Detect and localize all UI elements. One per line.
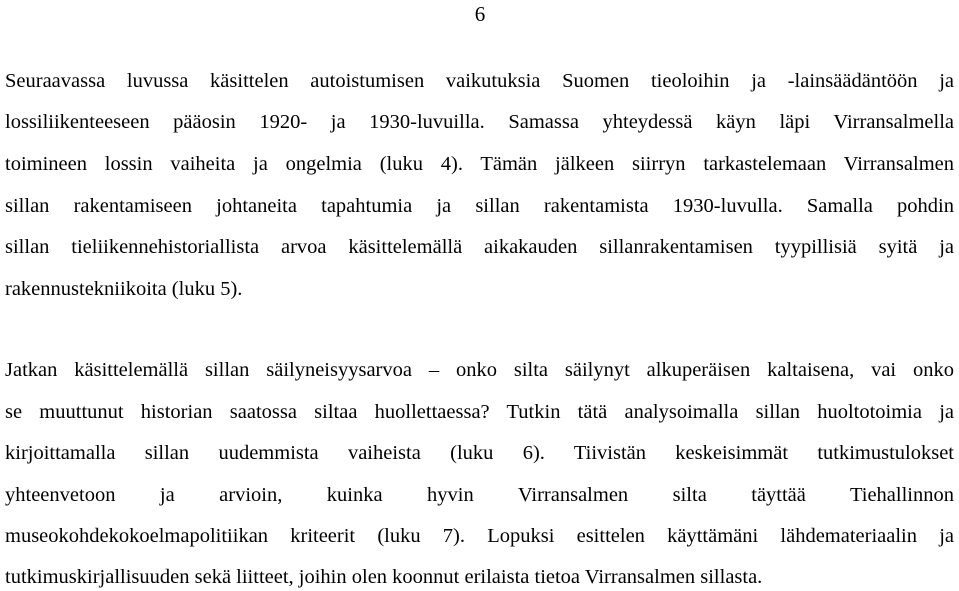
text-line: Jatkan käsittelemällä sillan säilyneisyysarvoa – onko silta säilynyt alkuperäisen kaltaisena, vai onko (5, 359, 954, 381)
text-line: sillan rakentamiseen johtaneita tapahtumia ja sillan rakentamista 1930-luvulla. Samalla pohdin (5, 195, 954, 217)
text-line: yhteenvetoon ja arvioin, kuinka hyvin Virransalmen silta täyttää Tiehallinnon (5, 484, 954, 506)
text-line: Seuraavassa luvussa käsittelen autoistumisen vaikutuksia Suomen tieoloihin ja -lainsäädäntöön ja (5, 70, 954, 92)
text-line: tutkimuskirjallisuuden sekä liitteet, joihin olen koonnut erilaista tietoa Virransalmen sillasta. (5, 566, 763, 588)
text-line: lossiliikenteeseen pääosin 1920- ja 1930-luvuilla. Samassa yhteydessä käyn läpi Virransalmella (5, 111, 954, 133)
text-line: toimineen lossin vaiheita ja ongelmia (luku 4). Tämän jälkeen siirryn tarkastelemaan Virransalmen (5, 153, 954, 175)
text-line: se muuttunut historian saatossa siltaa huollettaessa? Tutkin tätä analysoimalla sillan huoltotoimia ja (5, 401, 954, 423)
text-line: kirjoittamalla sillan uudemmista vaiheista (luku 6). Tiivistän keskeisimmät tutkimustulokset (5, 442, 954, 464)
text-line: sillan tieliikennehistoriallista arvoa käsittelemällä aikakauden sillanrakentamisen tyypillisiä syitä ja (5, 236, 954, 258)
text-line: rakennustekniikoita (luku 5). (5, 278, 243, 300)
text-line: museokohdekokoelmapolitiikan kriteerit (luku 7). Lopuksi esittelen käyttämäni lähdemateriaalin ja (5, 525, 954, 547)
page-number: 6 (474, 2, 486, 26)
